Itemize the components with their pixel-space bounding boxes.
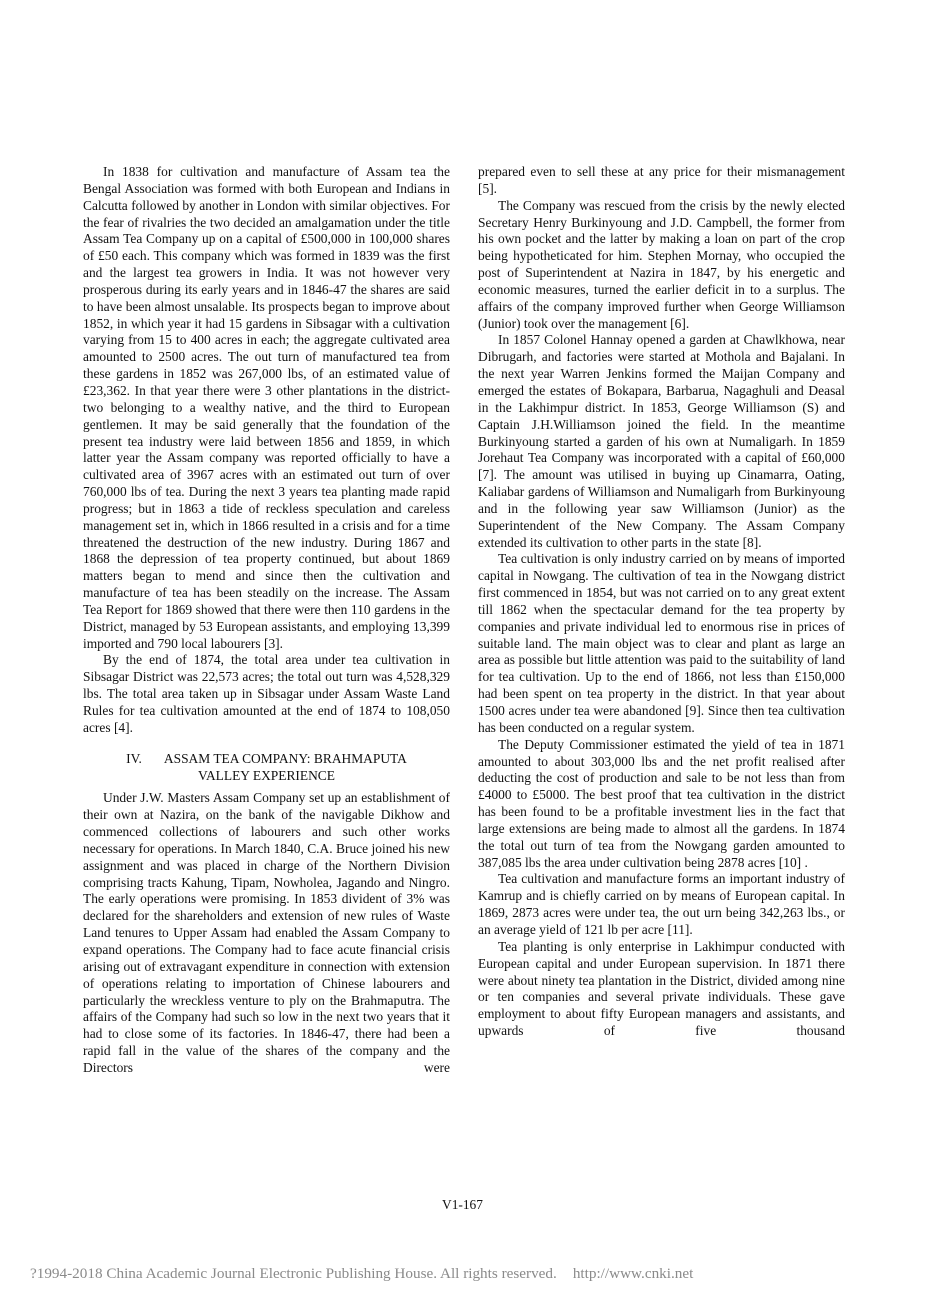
paragraph: By the end of 1874, the total area under tea cultivation in Sibsagar District was 22,573 acres; the total out turn was 4,528,329 lbs. The total area taken up in Sibsagar under Assam Waste Land Rules for tea cultivation amounted at the end of 1874 to 108,050 acres [4]. — [83, 652, 450, 735]
paragraph: Under J.W. Masters Assam Company set up an establishment of their own at Nazira, on the bank of the navigable Dikhow and commenced collections of labourers and such other works necessary for operations. In March 1840, C.A. Bruce joined his new assignment and was placed in charge of the Northern Division comprising tracts Kahung, Tipam, Nowholea, Jagando and Ningro. The early operations were promising. In 1853 divident of 3% was declared for the shareholders and extension of new rules of Waste Land tenures to Upper Assam had enabled the Assam Company to expand operations. The Company had to face acute financial crisis arising out of extravagant expenditure in connection with extension of operations relating to importation of Chinese labourers and particularly the wreckless venture to ply on the Brahmaputra. The affairs of the Company had such so low in the next two years that it had to close some of its factories. In 1846-47, there had been a rapid fall in the value of the shares of the company and the Directors were — [83, 790, 450, 1075]
paragraph: Tea cultivation is only industry carried on by means of imported capital in Nowgang. The cultivation of tea in the Nowgang district first commenced in 1854, but was not carried on to any great extent till 1862 when the spectacular demand for the tea property by companies and private individual led to enormous rise in prices of suitable land. The main object was to clear and plant as large an area as possible but little attention was paid to the suitability of land for tea cultivation. Up to the end of 1866, not less than £150,000 had been spent on tea property in the district. In that year about 1500 acres under tea were abandoned [9]. Since then tea cultivation has been conducted on a regular system. — [478, 551, 845, 735]
paragraph: The Deputy Commissioner estimated the yield of tea in 1871 amounted to about 303,000 lbs and the net profit realised after deducting the cost of production and sale to be not less than from £4000 to £5000. The best proof that tea cultivation in the district has been found to be a profitable investment lies in the fact that large extensions are being made to almost all the gardens. In 1874 the total out turn of tea from the Nowgang garden amounted to 387,085 lbs the area under cultivation being 2878 acres [10] . — [478, 736, 845, 870]
section-title: ASSAM TEA COMPANY: BRAHMAPUTA VALLEY EXPERIENCE — [163, 750, 407, 783]
paragraph: In 1838 for cultivation and manufacture of Assam tea the Bengal Association was formed with both European and Indians in Calcutta followed by another in London with similar objectives. For the fear of rivalries the two decided an amalgamation under the title Assam Tea Company up on a capital of £500,000 in 100,000 shares of £50 each. This company which was formed in 1839 was the first and the largest tea growers in India. It was not however very prosperous during its early years and in 1846-47 the shares are said to have been almost unsalable. Its prospects began to improve about 1852, in which year it had 15 gardens in Sibsagar with a cultivation varying from 15 to 400 acres in each; the aggregate cultivated area amounted to 2500 acres. The out turn of manufactured tea from these gardens in 1852 was 267,000 lbs, of an estimated value of £23,362. In that year there were 3 other plantations in the district- two belonging to a wealthy native, and the third to European gentlemen. It may be said generally that the foundation of the present tea industry were laid between 1856 and 1859, in which latter year the Assam company was reported officially to have a cultivated area of 3967 acres with an estimated out turn of over 760,000 lbs of tea. During the next 3 years tea planting made rapid progress; but in 1863 a tide of reckless speculation and careless management set in, which in 1866 resulted in a crisis and for a time threatened the destruction of the new industry. During 1867 and 1868 the depression of tea property continued, but about 1869 matters began to mend and since then the cultivation and manufacture of tea has been steadily on the increase. The Assam Tea Report for 1869 showed that there were then 110 gardens in the District, managed by 53 European assistants, and employing 13,399 imported and 790 local labourers [3]. — [83, 164, 450, 651]
paragraph: Tea planting is only enterprise in Lakhimpur conducted with European capital and under European supervision. In 1871 there were about ninety tea plantation in the District, divided among nine or ten companies and several private individuals. These gave employment to about fifty European managers and assistants, and upwards of five thousand — [478, 938, 845, 1039]
copyright-footer — [30, 1265, 770, 1283]
footer-url[interactable]: http://www.cnki.net — [572, 1265, 694, 1282]
section-number: IV. — [126, 750, 142, 766]
right-column — [478, 164, 845, 1040]
paragraph: In 1857 Colonel Hannay opened a garden at Chawlkhowa, near Dibrugarh, and factories were started at Mothola and Bajalani. In the next year Warren Jenkins formed the Maijan Company and emerged the estates of Bokapara, Barbarua, Nagaghuli and Deasal in the Lakhimpur district. In 1853, George Williamson (S) and Captain J.H.Williamson joined the field. In the meantime Burkinyoung started a garden of his own at Numaligarh. In 1859 Jorehaut Tea Company was incorporated with a capital of £60,000 [7]. The amount was utilised in buying up Cinamarra, Oating, Kaliabar gardens of Williamson and Numaligarh from Burkinyoung and in the following year saw Williamson (Junior) as the Superintendent of the New Company. The Assam Company extended its cultivation to other parts in the state [8]. — [478, 332, 845, 550]
section-heading — [83, 751, 450, 785]
paragraph: The Company was rescued from the crisis by the newly elected Secretary Henry Burkinyoung and J.D. Campbell, the former from his own pocket and the latter by making a loan on part of the crop being hypotheticated for him. Stephen Mornay, who occupied the post of Superintendent at Nazira in 1847, by his energetic and economic measures, turned the earlier deficit in to a surplus. The affairs of the company improved further when George Williamson (Junior) took over the management [6]. — [478, 197, 845, 331]
left-column — [83, 164, 450, 1077]
page-number: V1-167 — [442, 1197, 483, 1212]
paragraph-continued: prepared even to sell these at any price for their mismanagement [5]. — [478, 164, 845, 196]
paragraph: Tea cultivation and manufacture forms an important industry of Kamrup and is chiefly carried on by means of European capital. In 1869, 2873 acres were under tea, the out urn being 342,263 lbs., or an average yield of 121 lb per acre [11]. — [478, 871, 845, 937]
copyright-text: ?1994-2018 China Academic Journal Electronic Publishing House. All rights reserved. — [30, 1265, 557, 1282]
